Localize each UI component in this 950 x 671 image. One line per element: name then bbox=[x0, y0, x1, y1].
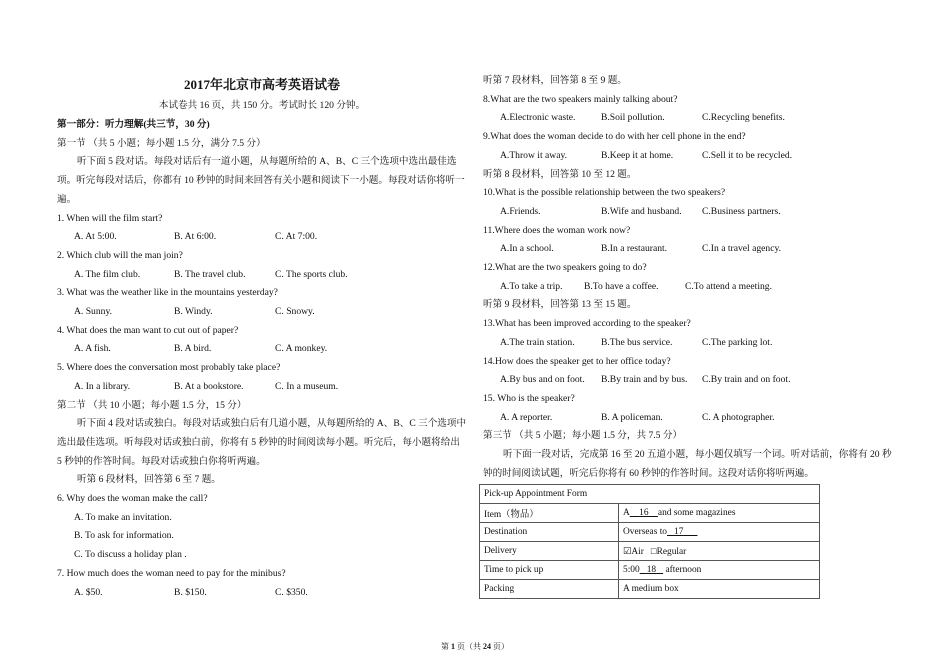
page-footer bbox=[0, 641, 950, 652]
question-11: 11.Where does the woman work now? bbox=[483, 224, 631, 236]
option-3a[interactable]: A. Sunny. bbox=[74, 306, 113, 318]
option-8b[interactable]: B.Soil pollution. bbox=[601, 112, 665, 124]
options-4 bbox=[57, 340, 467, 359]
destination-prefix: Overseas to bbox=[623, 527, 667, 537]
options-7 bbox=[57, 584, 467, 603]
time-suffix: afternoon bbox=[665, 565, 702, 575]
footer-suffix: 页） bbox=[493, 642, 509, 651]
option-11b[interactable]: B.In a restaurant. bbox=[601, 243, 668, 255]
section3-heading: 第三节 （共 5 小题；每小题 1.5 分，共 7.5 分） bbox=[483, 430, 683, 442]
option-3b[interactable]: B. Windy. bbox=[174, 306, 213, 318]
option-13b[interactable]: B.The bus service. bbox=[601, 336, 673, 348]
question-14: 14.How does the speaker get to her office today? bbox=[483, 355, 671, 367]
option-2a[interactable]: A. The film club. bbox=[74, 268, 141, 280]
material-9-note: 听第 9 段材料，回答第 13 至 15 题。 bbox=[483, 299, 637, 311]
form-label-time: Time to pick up bbox=[480, 561, 619, 580]
form-label-delivery: Delivery bbox=[480, 542, 619, 561]
option-12c[interactable]: C.To attend a meeting. bbox=[685, 280, 772, 292]
form-value-item bbox=[619, 504, 820, 523]
option-6b[interactable]: B. To ask for information. bbox=[74, 530, 174, 542]
question-13: 13.What has been improved according to the speaker? bbox=[483, 318, 691, 330]
options-8 bbox=[483, 109, 895, 128]
form-row-time bbox=[480, 561, 820, 580]
option-10b[interactable]: B.Wife and husband. bbox=[601, 205, 682, 217]
options-2 bbox=[57, 266, 467, 285]
blank-17[interactable] bbox=[667, 527, 697, 537]
option-9a[interactable]: A.Throw it away. bbox=[500, 149, 568, 161]
option-5b[interactable]: B. At a bookstore. bbox=[174, 380, 244, 392]
footer-prefix: 第 bbox=[441, 642, 449, 651]
option-5a[interactable]: A. In a library. bbox=[74, 380, 131, 392]
option-2b[interactable]: B. The travel club. bbox=[174, 268, 246, 280]
footer-page-number: 1 bbox=[451, 642, 455, 651]
options-15 bbox=[483, 409, 895, 428]
option-10a[interactable]: A.Friends. bbox=[500, 205, 541, 217]
question-3: 3. What was the weather like in the mountains yesterday? bbox=[57, 287, 278, 299]
option-12a[interactable]: A.To take a trip. bbox=[500, 280, 563, 292]
section1-heading: 第一节 （共 5 小题；每小题 1.5 分，满分 7.5 分） bbox=[57, 137, 266, 149]
option-13a[interactable]: A.The train station. bbox=[500, 336, 575, 348]
option-15c[interactable]: C. A photographer. bbox=[702, 411, 775, 423]
part1-heading: 第一部分：听力理解(共三节，30 分) bbox=[57, 119, 210, 130]
option-8c[interactable]: C.Recycling benefits. bbox=[702, 112, 785, 124]
question-7: 7. How much does the woman need to pay for the minibus? bbox=[57, 567, 286, 579]
option-4a[interactable]: A. A fish. bbox=[74, 343, 111, 355]
option-7a[interactable]: A. $50. bbox=[74, 586, 103, 598]
section2-heading: 第二节 （共 10 小题；每小题 1.5 分，15 分） bbox=[57, 399, 247, 411]
question-15: 15. Who is the speaker? bbox=[483, 392, 575, 404]
option-7b[interactable]: B. $150. bbox=[174, 586, 207, 598]
option-11a[interactable]: A.In a school. bbox=[500, 243, 554, 255]
option-11c[interactable]: C.In a travel agency. bbox=[702, 243, 782, 255]
footer-page-total: 24 bbox=[483, 642, 491, 651]
option-4c[interactable]: C. A monkey. bbox=[275, 343, 328, 355]
time-prefix: 5:00 bbox=[623, 565, 640, 575]
material-8-note: 听第 8 段材料，回答第 10 至 12 题。 bbox=[483, 168, 637, 180]
section3-instruction: 听下面一段对话，完成第 16 至 20 五道小题，每小题仅填写一个词。听对话前，你将有 20 秒钟的时间阅读试题，听完后你将有 60 秒钟的作答时间。这段对话你将听两遍。 bbox=[483, 449, 892, 479]
question-6: 6. Why does the woman make the call? bbox=[57, 493, 208, 505]
question-8: 8.What are the two speakers mainly talking about? bbox=[483, 93, 678, 105]
page-title: 2017年北京市高考英语试卷 bbox=[183, 77, 340, 92]
blank-17-number: 17 bbox=[674, 527, 684, 537]
option-1b[interactable]: B. At 6:00. bbox=[174, 231, 217, 243]
option-12b[interactable]: B.To have a coffee. bbox=[584, 280, 659, 292]
option-2c[interactable]: C. The sports club. bbox=[275, 268, 348, 280]
form-label-destination: Destination bbox=[480, 523, 619, 542]
form-value-delivery[interactable]: ☑Air □Regular bbox=[619, 542, 820, 561]
question-10: 10.What is the possible relationship between the two speakers? bbox=[483, 187, 726, 199]
option-8a[interactable]: A.Electronic waste. bbox=[500, 112, 576, 124]
option-9c[interactable]: C.Sell it to be recycled. bbox=[702, 149, 793, 161]
right-column bbox=[483, 72, 895, 483]
material-7-note: 听第 7 段材料，回答第 8 至 9 题。 bbox=[483, 75, 627, 86]
question-4: 4. What does the man want to cut out of paper? bbox=[57, 324, 239, 336]
item-prefix: A bbox=[623, 508, 630, 518]
options-12 bbox=[483, 278, 895, 297]
option-7c[interactable]: C. $350. bbox=[275, 586, 308, 598]
item-suffix: and some magazines bbox=[657, 508, 736, 518]
option-6c[interactable]: C. To discuss a holiday plan . bbox=[74, 549, 187, 561]
footer-mid: 页（共 bbox=[457, 642, 481, 651]
form-row-packing bbox=[480, 580, 820, 599]
blank-18-number: 18 bbox=[646, 565, 657, 575]
material-6-note: 听第 6 段材料，回答第 6 至 7 题。 bbox=[77, 474, 221, 486]
question-9: 9.What does the woman decide to do with her cell phone in the end? bbox=[483, 131, 746, 143]
form-label-packing: Packing bbox=[480, 580, 619, 599]
question-1: 1. When will the film start? bbox=[57, 212, 163, 224]
form-row-destination bbox=[480, 523, 820, 542]
options-1 bbox=[57, 228, 467, 247]
exam-info: 本试卷共 16 页，共 150 分。考试时长 120 分钟。 bbox=[158, 100, 366, 111]
section2-instruction: 听下面 4 段对话或独白。每段对话或独白后有几道小题，从每题所给的 A、B、C 三个选项中选出最佳选项。听每段对话或独白前，你将有 5 秒钟的时间阅读每小题。听完后，每小题将给出 5 秒钟的作答时间。每段对话或独白你将听两遍。 bbox=[57, 418, 467, 467]
option-3c[interactable]: C. Snowy. bbox=[275, 306, 315, 318]
blank-16[interactable] bbox=[630, 508, 658, 518]
form-title-row bbox=[480, 485, 820, 504]
options-9 bbox=[483, 147, 895, 166]
left-column bbox=[57, 116, 467, 602]
option-15a[interactable]: A. A reporter. bbox=[500, 411, 553, 423]
form-label-item: Item（物品） bbox=[480, 504, 619, 523]
option-1c[interactable]: C. At 7:00. bbox=[275, 231, 318, 243]
question-12: 12.What are the two speakers going to do? bbox=[483, 262, 647, 274]
option-4b[interactable]: B. A bird. bbox=[174, 343, 212, 355]
question-5: 5. Where does the conversation most probably take place? bbox=[57, 362, 281, 374]
option-1a[interactable]: A. At 5:00. bbox=[74, 231, 117, 243]
question-2: 2. Which club will the man join? bbox=[57, 249, 183, 261]
form-row-item bbox=[480, 504, 820, 523]
option-13c[interactable]: C.The parking lot. bbox=[702, 336, 773, 348]
option-15b[interactable]: B. A policeman. bbox=[601, 411, 663, 423]
form-value-destination bbox=[619, 523, 820, 542]
options-3 bbox=[57, 303, 467, 322]
options-11 bbox=[483, 240, 895, 259]
option-9b[interactable]: B.Keep it at home. bbox=[601, 149, 674, 161]
section1-instruction: 听下面 5 段对话。每段对话后有一道小题，从每题所给的 A、B、C 三个选项中选出最佳选项。听完每段对话后，你都有 10 秒钟的时间来回答有关小题和阅读下一小题。每段对话你将听一遍。 bbox=[57, 156, 465, 205]
options-10 bbox=[483, 203, 895, 222]
options-13 bbox=[483, 334, 895, 353]
option-14c[interactable]: C.By train and on foot. bbox=[702, 374, 791, 386]
options-14 bbox=[483, 371, 895, 390]
form-value-packing: A medium box bbox=[619, 580, 820, 599]
blank-18[interactable] bbox=[640, 565, 663, 575]
form-row-delivery bbox=[480, 542, 820, 561]
blank-16-number: 16 bbox=[639, 508, 649, 518]
option-10c[interactable]: C.Business partners. bbox=[702, 205, 781, 217]
pickup-form-table bbox=[479, 484, 820, 599]
form-value-time bbox=[619, 561, 820, 580]
option-14b[interactable]: B.By train and by bus. bbox=[601, 374, 688, 386]
options-5 bbox=[57, 378, 467, 397]
form-title: Pick-up Appointment Form bbox=[480, 485, 820, 504]
option-5c[interactable]: C. In a museum. bbox=[275, 380, 339, 392]
option-14a[interactable]: A.By bus and on foot. bbox=[500, 374, 585, 386]
option-6a[interactable]: A. To make an invitation. bbox=[74, 511, 172, 523]
